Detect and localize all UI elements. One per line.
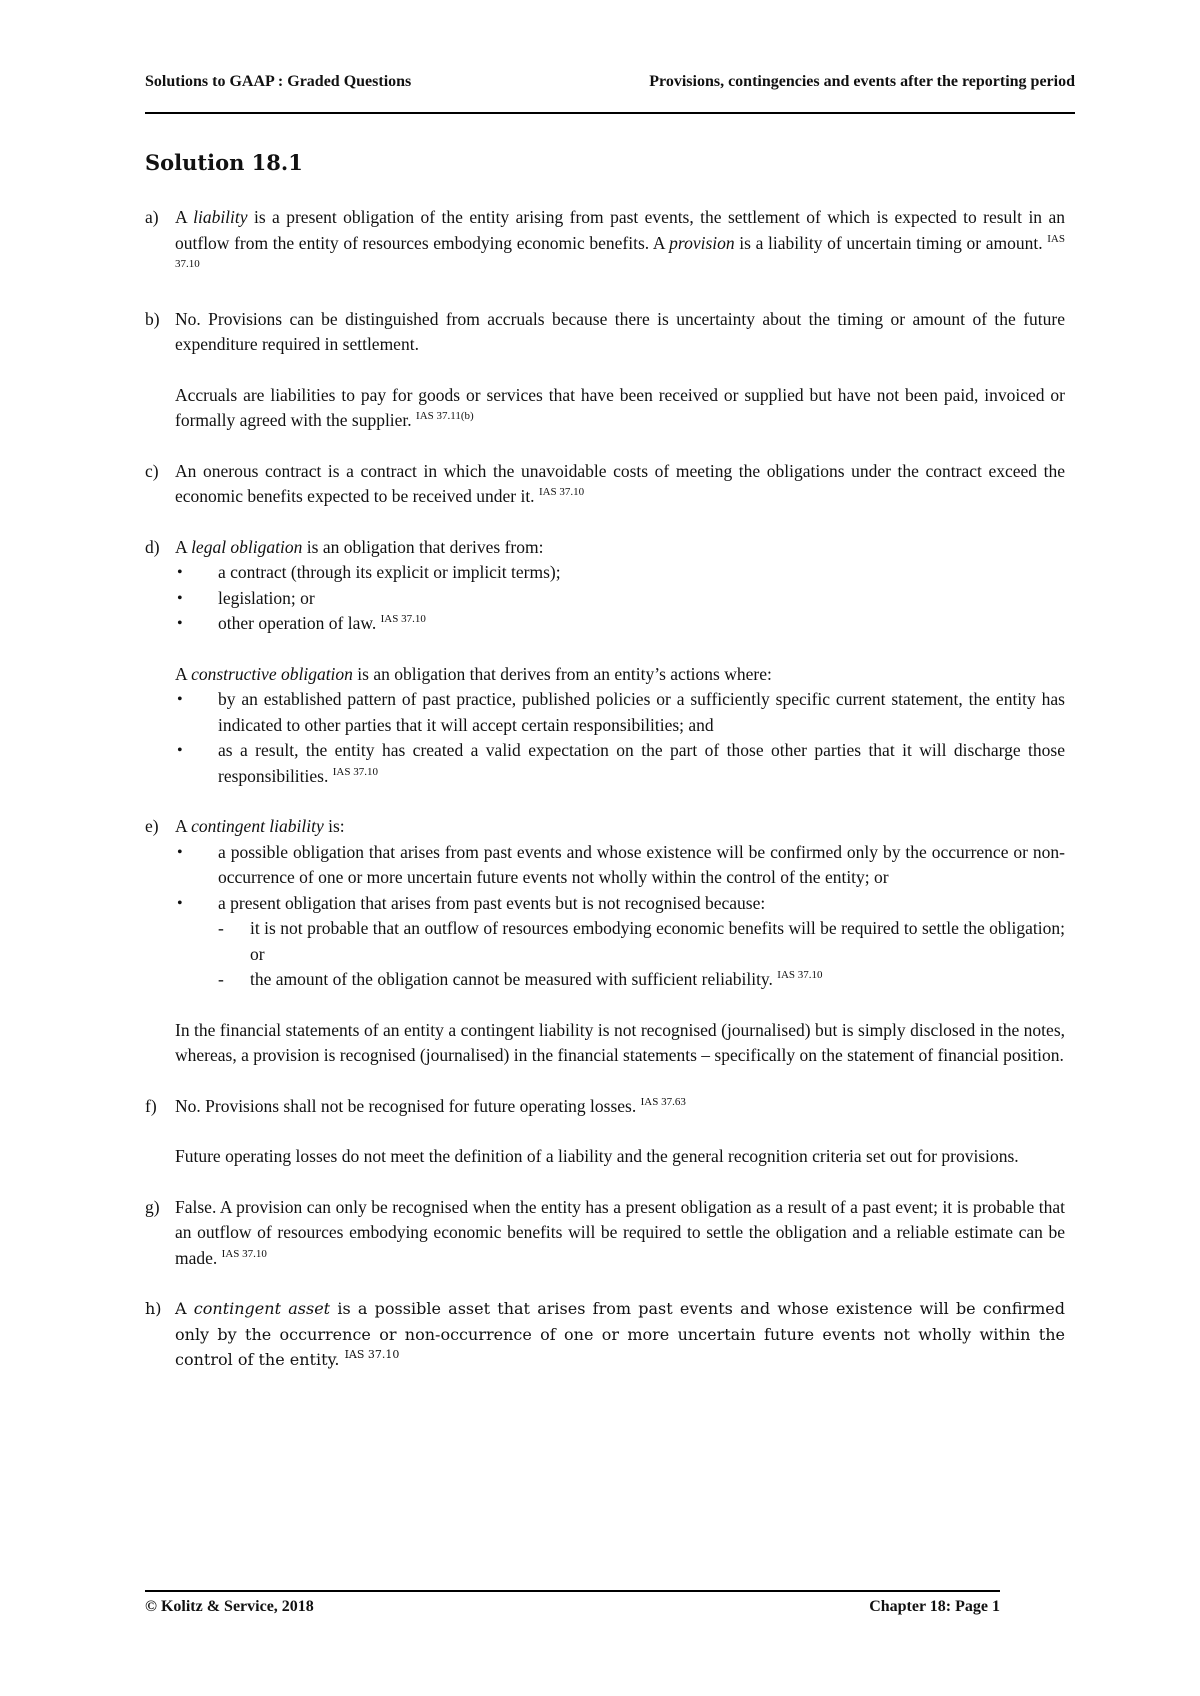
term-legal-obligation: legal obligation — [191, 536, 303, 557]
solution-body — [145, 205, 1065, 1398]
item-c — [145, 459, 1065, 510]
header-book-title: Solutions to GAAP : Graded Questions — [145, 73, 412, 90]
legal-obligation-list — [175, 560, 1065, 637]
list-item: • a possible obligation that arises from past events and whose existence will be confirmed only by the occurrence or non-occurrence of one or more uncertain future events not wholly within the control of the entity; or — [175, 840, 1065, 891]
item-b-para-1: No. Provisions can be distinguished from accruals because there is uncertainty about the timing or amount of the future expenditure required in settlement. — [175, 308, 1065, 354]
term-liability: liability — [193, 207, 248, 227]
solution-title: Solution 18.1 — [145, 150, 303, 175]
item-g — [145, 1195, 1065, 1272]
item-b — [145, 307, 1065, 434]
list-item: • a contract (through its explicit or implicit terms); — [175, 560, 1065, 586]
sub-list — [218, 916, 1065, 993]
item-h — [145, 1296, 1065, 1373]
item-label: b) — [145, 308, 160, 329]
item-c-text: An onerous contract is a contract in which the unavoidable costs of meeting the obligations under the contract exceed the economic benefits expected to be received under it. $^{IAS 37.10}$ — [175, 460, 1065, 506]
item-label: e) — [145, 816, 159, 836]
constructive-obligation-list — [175, 687, 1065, 789]
item-h-text: A contingent asset is a possible asset that arises from past events and whose existence will be confirmed only by the occurrence or non-occurrence of one or more uncertain future events not wholly within the control of the entity. $^{IAS 37.10}$ — [175, 1299, 1065, 1369]
term-constructive-obligation: constructive obligation — [191, 663, 353, 684]
header-chapter-title: Provisions, contingencies and events after the reporting period — [649, 73, 1075, 90]
list-item: • by an established pattern of past practice, published policies or a sufficiently specific current statement, the entity has indicated to other parties that it will accept certain responsibilities; and — [175, 687, 1065, 738]
reference: IAS 37.11(b) — [416, 410, 474, 422]
item-label: a) — [145, 207, 159, 227]
item-d — [145, 535, 1065, 790]
page-header — [145, 70, 1075, 114]
item-label: g) — [145, 1196, 160, 1217]
list-item: • a present obligation that arises from past events but is not recognised because: - it is not probable that an outflow of resources embodying economic benefits will be required to settle the obligation; or - the amount of the obligation cannot be measured with sufficient reliability. $^{IAS 37.10}$ — [175, 891, 1065, 993]
contingent-liability-list — [175, 840, 1065, 993]
list-item: • legislation; or — [175, 586, 1065, 612]
footer-copyright: © Kolitz & Service, 2018 — [145, 1598, 314, 1615]
sub-list-item: - it is not probable that an outflow of resources embodying economic benefits will be required to settle the obligation; or — [218, 916, 1065, 967]
reference: IAS 37.10 — [777, 969, 823, 981]
reference: IAS 37.10 — [344, 1348, 400, 1361]
term-contingent-liability: contingent liability — [191, 816, 324, 836]
item-g-text: False. A provision can only be recognised when the entity has a present obligation as a result of a past event; it is probable that an outflow of resources embodying economic benefits will be required to settle the obligation and a reliable estimate can be made. $^{IAS 37.10}$ — [175, 1196, 1065, 1268]
item-label: c) — [145, 460, 159, 481]
constructive-obligation-intro: A constructive obligation is an obligation that derives from an entity’s actions where: — [175, 663, 772, 684]
footer-page-number: Chapter 18: Page 1 — [869, 1598, 1000, 1615]
page-footer — [145, 1590, 1000, 1615]
item-label: h) — [145, 1299, 162, 1318]
contingent-liability-intro: A contingent liability is: — [175, 816, 345, 836]
list-item: • other operation of law. $^{IAS 37.10}$ — [175, 611, 1065, 637]
reference: IAS 37.63 — [640, 1095, 686, 1108]
reference: IAS 37.10 — [332, 765, 378, 778]
sub-list-item: - the amount of the obligation cannot be measured with sufficient reliability. $^{IAS 37.10}$ — [218, 967, 1065, 993]
item-e-para-2: In the financial statements of an entity a contingent liability is not recognised (journalised) but is simply disclosed in the notes, whereas, a provision is recognised (journalised) in the financial statements – specifically on the statement of financial position. — [175, 1019, 1065, 1065]
item-e — [145, 814, 1065, 1069]
item-a — [145, 205, 1065, 282]
term-contingent-asset: contingent asset — [193, 1299, 331, 1318]
item-f-para-1: No. Provisions shall not be recognised for future operating losses. $^{IAS 37.63}$ — [175, 1095, 686, 1116]
item-a-text: A liability is a present obligation of the entity arising from past events, the settlement of which is expected to result in an outflow from the entity of resources embodying economic benefits. A provision is a liability of uncertain timing or amount. $^{IAS 37.10}$ — [175, 207, 1065, 270]
list-item: • as a result, the entity has created a valid expectation on the part of those other parties that it will discharge those responsibilities. $^{IAS 37.10}$ — [175, 738, 1065, 789]
reference: IAS 37.10 — [175, 232, 1065, 270]
item-label: f) — [145, 1095, 157, 1116]
item-label: d) — [145, 536, 160, 557]
reference: IAS 37.10 — [380, 613, 426, 625]
reference: IAS 37.10 — [221, 1247, 267, 1260]
term-provision: provision — [669, 232, 735, 253]
legal-obligation-intro: A legal obligation is an obligation that derives from: — [175, 536, 544, 557]
item-f-para-2: Future operating losses do not meet the definition of a liability and the general recognition criteria set out for provisions. — [175, 1146, 1019, 1166]
item-f — [145, 1094, 1065, 1170]
reference: IAS 37.10 — [538, 486, 585, 498]
item-b-para-2: Accruals are liabilities to pay for goods or services that have been received or supplied but have not been paid, invoiced or formally agreed with the supplier. $^{IAS 37.11(b)}$ — [175, 384, 1065, 430]
